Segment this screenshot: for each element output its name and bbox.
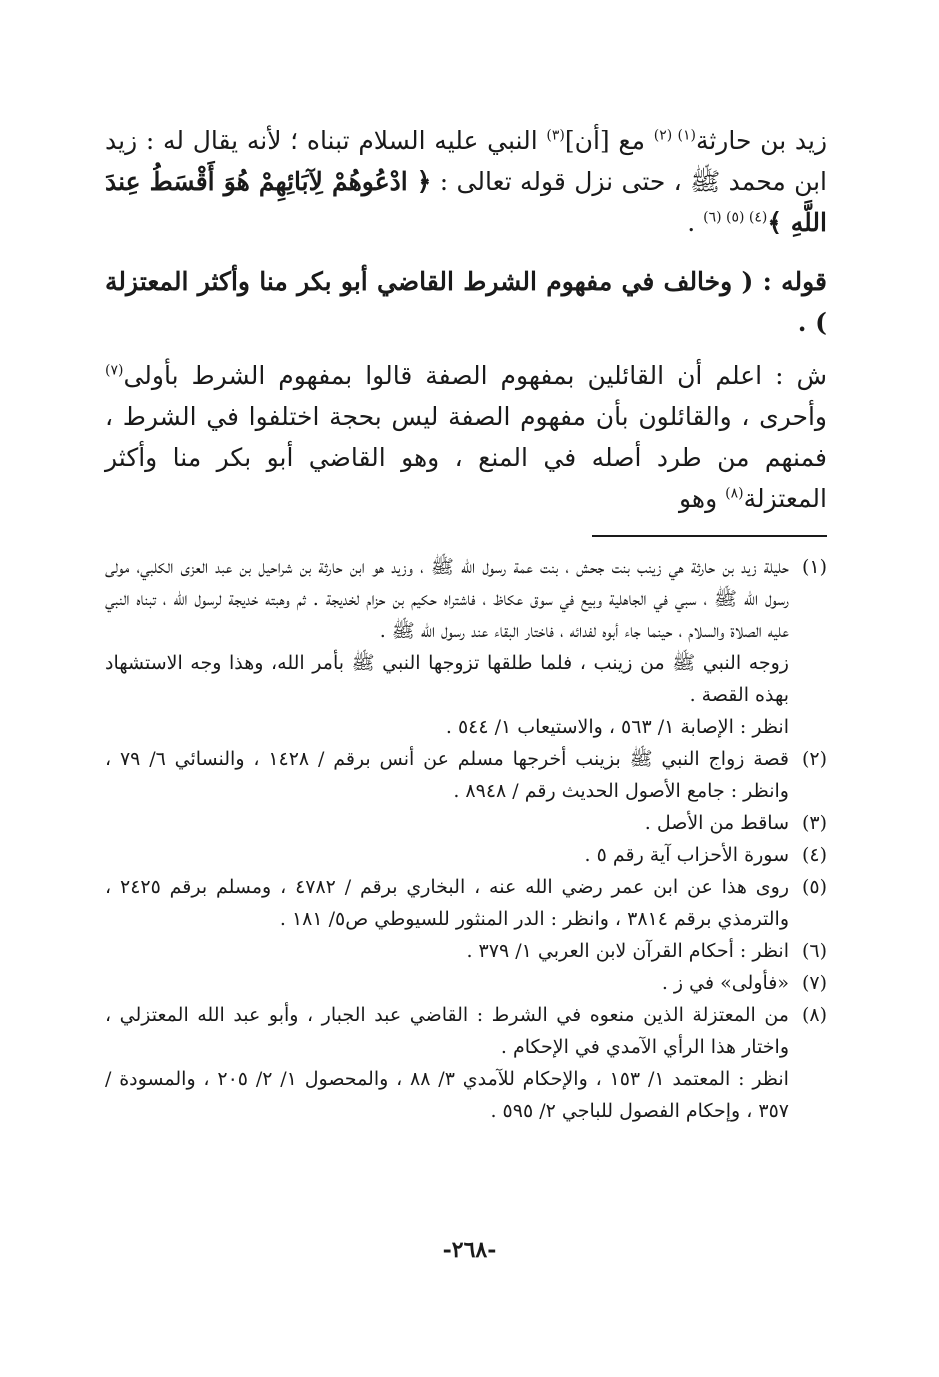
footnote-text: انظر : الإصابة ١/ ٥٦٣ ، والاستيعاب ١/ ٥٤٤ . xyxy=(445,716,789,738)
quran-verse: ﴿ ادْعُوهُمْ لِآبَائِهِمْ هُوَ أَقْسَطُ عِندَ اللَّهِ ﴾ xyxy=(105,167,827,237)
footnote-number: (٥) xyxy=(801,876,827,898)
footnote-number: (٤) xyxy=(801,844,827,866)
footnote-text: انظر : أحكام القرآن لابن العربي ١/ ٣٧٩ . xyxy=(466,940,789,962)
main-paragraph-2 xyxy=(105,355,827,519)
footnote-text: روى هذا عن ابن عمر رضي الله عنه ، البخاري برقم / ٤٧٨٢ ، ومسلم برقم ٢٤٢٥ ، والترمذي برقم ٣٨١٤ ، وانظر : الدر المنثور للسيوطي ص٥/ ١٨١ . xyxy=(105,876,790,930)
footnote-ref: (٧) xyxy=(105,362,124,379)
text-run: زيد بن حارثة xyxy=(695,126,828,155)
text-run: ش : اعلم أن القائلين بمفهوم الصفة قالوا بمفهوم الشرط بأولى xyxy=(123,361,827,390)
footnote-text: من المعتزلة الذين منعوه في الشرط : القاضي عبد الجبار ، وأبو عبد الله المعتزلي ، واختار هذا الرأي الآمدي في الإحكام . xyxy=(105,1004,789,1058)
footnotes xyxy=(105,551,827,1127)
page-number: -٢٦٨- xyxy=(442,1237,497,1263)
footnote-text: ساقط من الأصل . xyxy=(644,812,789,834)
footnote-number: (١) xyxy=(801,556,827,578)
footnote-number: (٦) xyxy=(801,940,827,962)
main-text xyxy=(105,120,827,519)
text-run: النبي عليه السلام تبناه ؛ لأنه يقال له : زيد ابن محمد ﷺ ، حتى نزل قوله تعالى : xyxy=(105,126,827,196)
text-run: . xyxy=(687,208,704,237)
footnote xyxy=(105,935,827,967)
footnote xyxy=(105,871,827,935)
footnote-ref: (٨) xyxy=(725,485,744,502)
text-run: وأحرى ، والقائلون بأن مفهوم الصفة ليس بحجة اختلفوا في الشرط ، فمنهم من طرد أصله في المنع ، وهو القاضي أبو بكر منا وأكثر المعتزلة xyxy=(105,402,827,513)
footnote-divider xyxy=(592,535,827,537)
footnote xyxy=(105,551,827,743)
footnote-text: حليلة زيد بن حارثة هي زينب بنت جحش ، بنت عمة رسول الله ﷺ ، وزيد هو ابن حارثة بن شراحيل بن عبد العزى الكلبي، مولى رسول الله ﷺ ، سبي في الجاهلية وبيع في سوق عكاظ ، فاشتراه حكيم بن حزام لخديجة . ثم وهبته خديجة لرسول الله ، تبناه النبي عليه الصلاة والسلام ، حينما جاء أبوه لفدائه ، فاختار البقاء عند رسول الله ﷺ . xyxy=(105,556,789,642)
footnote-text: «فأولى» في ز . xyxy=(661,972,789,994)
footnote xyxy=(105,839,827,871)
footnote-ref: (٤) (٥) (٦) xyxy=(703,209,768,226)
text-run: مع [أن] xyxy=(564,126,654,155)
footnote xyxy=(105,807,827,839)
footnote-number: (٢) xyxy=(801,748,827,770)
footnote-text: انظر : المعتمد ١/ ١٥٣ ، والإحكام للآمدي ٣/ ٨٨ ، والمحصول ١/ ٢/ ٢٠٥ ، والمسودة / ٣٥٧ ، وإحكام الفصول للباجي ٢/ ٥٩٥ . xyxy=(105,1068,789,1122)
main-paragraph-1 xyxy=(105,120,827,243)
footnote-text: سورة الأحزاب آية رقم ٥ . xyxy=(584,844,789,866)
footnote-ref: (١) (٢) xyxy=(653,127,696,144)
footnote-ref: (٣) xyxy=(546,127,565,144)
footnote-text: قصة زواج النبي ﷺ بزينب أخرجها مسلم عن أنس برقم / ١٤٢٨ ، والنسائي ٦/ ٧٩ ، وانظر : جامع الأصول الحديث رقم / ٨٩٤٨ . xyxy=(105,748,790,802)
footnote xyxy=(105,999,827,1127)
footnote-number: (٣) xyxy=(801,812,827,834)
footnote-number: (٨) xyxy=(801,1004,827,1026)
footnote-number: (٧) xyxy=(801,972,827,994)
footnote-text: زوجه النبي ﷺ من زينب ، فلما طلقها تزوجها النبي ﷺ بأمر الله، وهذا وجه الاستشهاد بهذه القصة . xyxy=(105,652,789,706)
footnote xyxy=(105,967,827,999)
text-run: وهو xyxy=(678,484,726,513)
section-heading: قوله : ( وخالف في مفهوم الشرط القاضي أبو بكر منا وأكثر المعتزلة ) . xyxy=(105,267,827,337)
footnote xyxy=(105,743,827,807)
